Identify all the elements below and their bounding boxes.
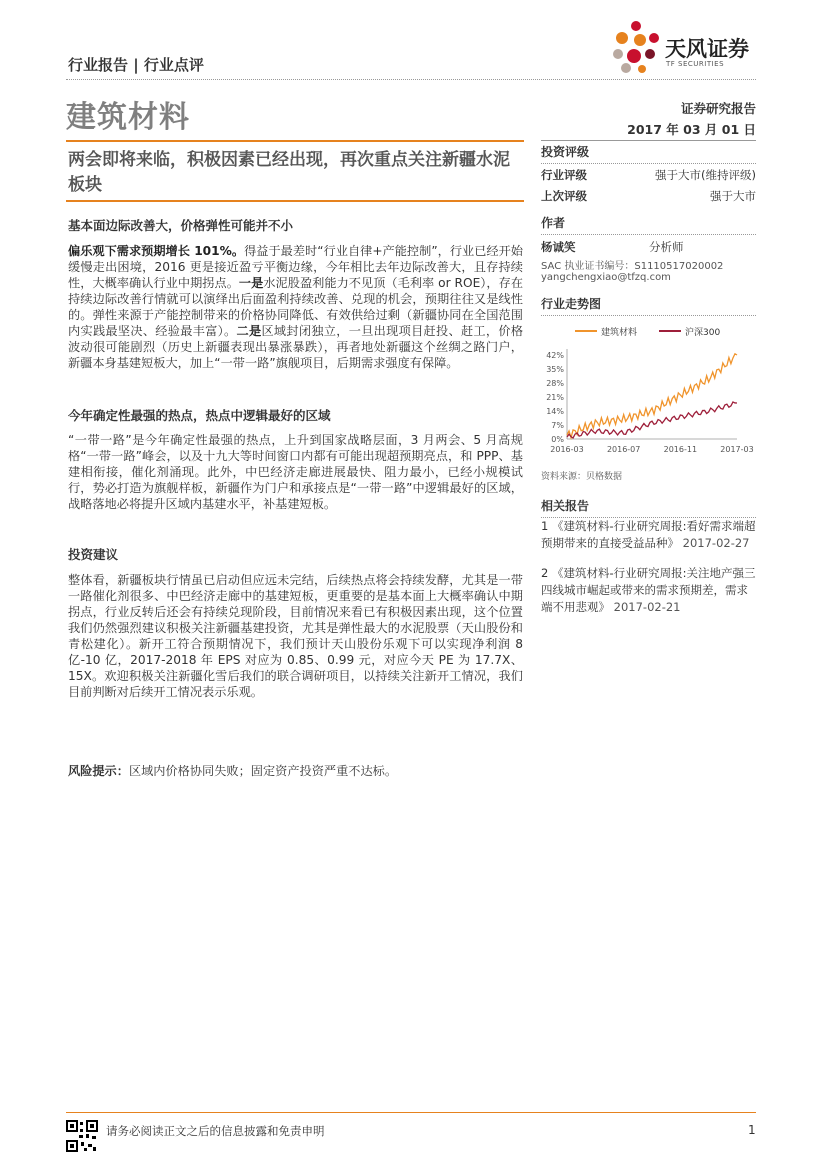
related-report-1[interactable]: 1 《建筑材料-行业研究周报:看好需求端超预期带来的直接受益品种》 2017-02-27 [541, 519, 756, 550]
report-date: 2017 年 03 月 01 日 [627, 122, 756, 137]
rating-row: 行业评级 强于大市(维持评级) [541, 167, 756, 182]
x-tick-label: 2016-03 [550, 445, 584, 454]
footer-disclaimer[interactable]: 请务必阅读正文之后的信息披露和免责申明 [106, 1124, 325, 1138]
y-tick-label: 7% [551, 421, 564, 430]
x-tick-label: 2016-11 [663, 445, 698, 454]
logo-sub: TF SECURITIES [666, 60, 725, 68]
y-tick-label: 21% [546, 393, 564, 402]
breadcrumb: 行业报告 | 行业点评 [68, 56, 204, 74]
rating-panel [541, 140, 756, 206]
y-tick-label: 28% [546, 379, 564, 388]
trend-panel [541, 293, 756, 316]
chart-source: 资料来源：贝格数据 [541, 472, 623, 482]
y-tick-label: 14% [546, 407, 564, 416]
headline-rule [66, 200, 524, 202]
header-divider [66, 79, 756, 80]
related-heading: 相关报告 [541, 495, 756, 518]
company-logo [610, 18, 662, 74]
x-tick-label: 2017-03 [720, 445, 754, 454]
paragraph-2: “一带一路”是今年确定性最强的热点，上升到国家战略层面，3 月两会、5 月高规格“一带一路”峰会，以及十九大等时间窗口内都有可能出现超预期亮点，和 PPP、基建相衔接，催化剂涌现。此外，中巴经济走廊进展最快、阻力最小，已经小规模试行，势必打造为旗舰样板，新疆作为门户和承接点是“一带一路”中逻辑最好的区域，战略落地必将提升区域内基建水平，补基建短板。 [68, 433, 523, 511]
headline: 两会即将来临，积极因素已经出现，再次重点关注新疆水泥板块 [68, 150, 510, 195]
y-tick-label: 35% [546, 365, 564, 374]
qr-code-icon [66, 1120, 98, 1152]
risk-note: 风险提示：区域内价格协同失败；固定资产投资严重不达标。 [68, 764, 398, 778]
legend-label: 建筑材料 [601, 328, 638, 338]
x-tick-label: 2016-07 [606, 445, 641, 454]
legend-label: 沪深300 [685, 328, 721, 338]
author-heading: 作者 [541, 212, 756, 235]
related-report-2[interactable]: 2 《建筑材料-行业研究周报:关注地产强三四线城市崛起或带来的需求预期差，需求端不用悲观》 2017-02-21 [541, 566, 756, 614]
author-line [541, 239, 756, 255]
related-panel [541, 495, 756, 518]
author-email[interactable]: yangchengxiao@tfzq.com [541, 272, 671, 283]
report-type: 证券研究报告 [680, 101, 756, 116]
section-heading-1: 基本面边际改善大，价格弹性可能并不小 [68, 218, 294, 233]
paragraph-1: 偏乐观下需求预期增长 101%。得益于最差时“行业自律+产能控制”，行业已经开始缓慢走出困境，2016 更是接近盈亏平衡边缘，今年相比去年边际改善大，且存持续性，大概率确认行业中期拐点。一是水泥股盈利能力不见顶（毛利率 or ROE），存在持续边际改善行情就可以演绎出后面盈利持续改善、兑现的机会，预期往往又是线性的。弹性来源于产能控制带来的价格协同降低、有效供给过剩（新疆协同在全国范围内实践最坚决、经验最丰富）。二是区域封闭独立，一旦出现项目赶投、赶工，价格波动很可能剧烈（历史上新疆表现出暴涨暴跌），再者地处新疆这个丝绸之路门户，新疆本身基建短板大，加上“一带一路”旗舰项目，后期需求强度有保障。 [68, 244, 524, 370]
author-panel [541, 212, 756, 283]
author-sac: SAC 执业证书编号：S1110517020002 [541, 261, 724, 272]
series-line-1 [567, 354, 737, 438]
page-number: 1 [748, 1123, 756, 1137]
industry-trend-chart [537, 317, 757, 462]
logo-name: 天风证券 [665, 37, 749, 61]
title-rule [66, 140, 524, 142]
rating-heading: 投资评级 [541, 140, 756, 164]
sector-title: 建筑材料 [66, 100, 190, 135]
y-tick-label: 42% [546, 351, 564, 360]
author-role: 分析师 [649, 240, 684, 254]
section-heading-3: 投资建议 [68, 547, 119, 562]
section-heading-2: 今年确定性最强的热点，热点中逻辑最好的区域 [68, 408, 331, 423]
trend-heading: 行业走势图 [541, 293, 756, 316]
paragraph-3: 整体看，新疆板块行情虽已启动但应远未完结，后续热点将会持续发酵，尤其是一带一路催化剂很多、中巴经济走廊中的基建短板，更重要的是基本面上大概率确认中期拐点，行业反转后还会有持续兑现阶段，目前情况来看已有积极因素出现，这个位置我们仍然强烈建议积极关注新疆基建投资，尤其是弹性最大的水泥股票（天山股份和青松建化）。新开工符合预期情况下，我们预计天山股份乐观下可以实现净利润 8 亿-10 亿，2017-2018 年 EPS 对应为 0.85、0.99 元，对应今天 PE 为 17.7X、15X。欢迎积极关注新疆化雪后我们的联合调研项目，以持续关注新开工情况，我们目前判断对后续开工情况表示乐观。 [68, 573, 523, 699]
footer-rule [66, 1112, 756, 1113]
author-name: 杨诚笑 [541, 240, 576, 254]
y-tick-label: 0% [551, 435, 564, 444]
rating-row: 上次评级 强于大市 [541, 188, 756, 203]
